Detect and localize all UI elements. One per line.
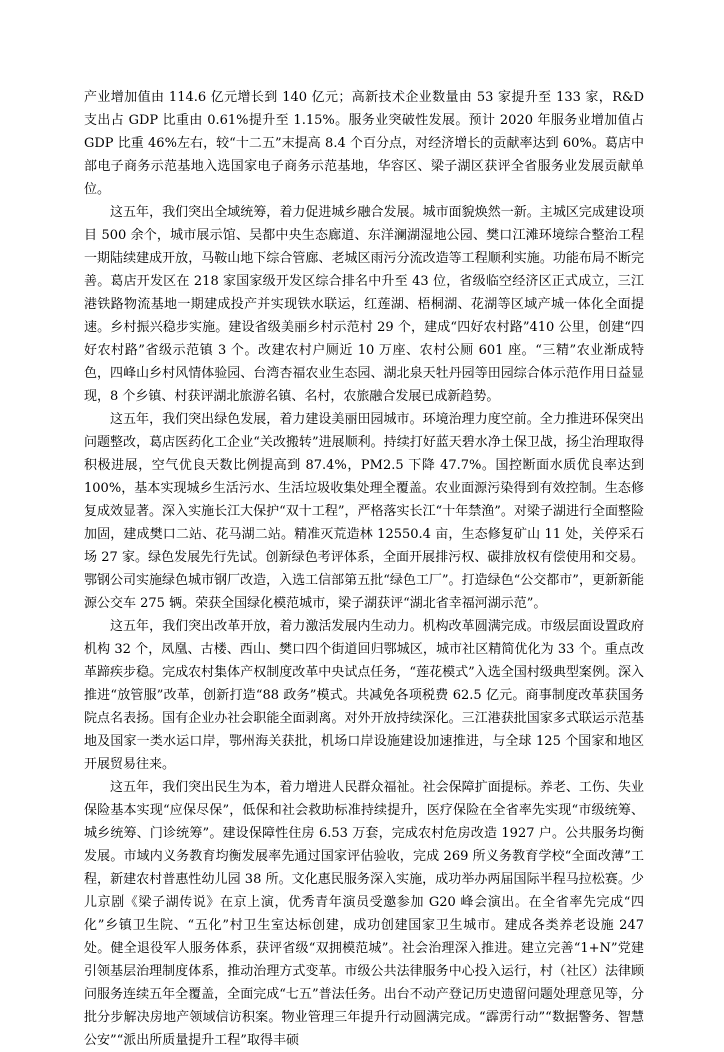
paragraph-urban-rural: 这五年，我们突出全域统筹，着力促进城乡融合发展。城市面貌焕然一新。主城区完成建设项目 500 余个，城市展示馆、吴都中央生态廊道、东洋澜湖湿地公园、樊口江滩环境综合整治工程一期陆续建成开放，马鞍山地下综合管廊、老城区雨污分流改造等工程顺利实施。功能布局不断完善。葛店开发区在 218 家国家级开发区综合排名中升至 43 位，省级临空经济区正式成立，三江港铁路物流基地一期建成投产并实现铁水联运，红莲湖、梧桐湖、花湖等区域产城一体化全面提速。乡村振兴稳步实施。建设省级美丽乡村示范村 29 个，建成“四好农村路”410 公里，创建“四好农村路”省级示范镇 3 个。改建农村户厕近 10 万座、农村公厕 601 座。“三精”农业渐成特色，四峰山乡村风情体验园、台湾杏福农业生态园、湖北泉天牡丹园等田园综合体示范作用日益显现，8 个乡镇、村获评湖北旅游名镇、名村，农旅融合发展已成新趋势。 bbox=[84, 205, 644, 404]
paragraph-green-development: 这五年，我们突出绿色发展，着力建设美丽田园城市。环境治理力度空前。全力推进环保突出问题整改，葛店医药化工企业“关改搬转”进展顺利。持续打好蓝天碧水净土保卫战，扬尘治理取得积极进展，空气优良天数比例提高到 87.4%，PM2.5 下降 47.7%。国控断面水质优良率达到 100%，基本实现城乡生活污水、生活垃圾收集处理全覆盖。农业面源污染得到有效控制。生态修复成效显著。深入实施长江大保护“双十工程”，严格落实长江“十年禁渔”。对梁子湖进行全面整险加固，建成樊口二站、花马湖二站。精准灭荒造林 12550.4 亩，生态修复矿山 11 处，关停采石场 27 家。绿色发展先行先试。创新绿色考评体系，全面开展排污权、碳排放权有偿使用和交易。鄂钢公司实施绿色城市钢厂改造，入选工信部第五批“绿色工厂”。打造绿色“公交都市”，更新新能源公交车 275 辆。荣获全国绿化模范城市，梁子湖获评“湖北省幸福河湖示范”。 bbox=[84, 412, 644, 611]
paragraph-livelihood: 这五年，我们突出民生为本，着力增进人民群众福祉。社会保障扩面提标。养老、工伤、失业保险基本实现“应保尽保”，低保和社会救助标准持续提升，医疗保险在全省率先实现“市级统筹、城乡统筹、门诊统筹”。建设保障性住房 6.53 万套，完成农村危房改造 1927 户。公共服务均衡发展。市域内义务教育均衡发展率先通过国家评估验收，完成 269 所义务教育学校“全面改薄”工程，新建农村普惠性幼儿园 38 所。文化惠民服务深入实施，成功举办两届国际半程马拉松赛。少儿京剧《梁子湖传说》在京上演，优秀青年演员受邀参加 G20 峰会演出。在全省率先完成“四化”乡镇卫生院、“五化”村卫生室达标创建，成功创建国家卫生城市。建成各类养老设施 247 处。健全退役军人服务体系，获评省级“双拥模范城”。社会治理深入推进。建立完善“1+N”党建引领基层治理制度体系，推动治理方式变革。市级公共法律服务中心投入运行，村（社区）法律顾问服务连续五年全覆盖，全面完成“七五”普法任务。出台不动产登记历史遗留问题处理意见等，分批分步解决房地产领域信访积案。物业管理三年提升行动圆满完成。“霹雳行动”“数据警务、智慧公安”“派出所质量提升工程”取得丰硕 bbox=[84, 780, 644, 1048]
paragraph-reform-opening: 这五年，我们突出改革开放，着力激活发展内生动力。机构改革圆满完成。市级层面设置政府机构 32 个，凤凰、古楼、西山、樊口四个街道回归鄂城区，城市社区精简优化为 33 个。重点改革蹄疾步稳。完成农村集体产权制度改革中央试点任务，“莲花模式”入选全国村级典型案例。深入推进“放管服”改革，创新打造“88 政务”模式。共减免各项税费 62.5 亿元。商事制度改革获国务院点名表扬。国有企业办社会职能全面剥离。对外开放持续深化。三江港获批国家多式联运示范基地及国家一类水运口岸，鄂州海关获批，机场口岸设施建设加速推进，与全球 125 个国家和地区开展贸易往来。 bbox=[84, 619, 644, 772]
paragraph-industry-continuation: 产业增加值由 114.6 亿元增长到 140 亿元；高新技术企业数量由 53 家提升至 133 家，R&D 支出占 GDP 比重由 0.61%提升至 1.15%。服务业突破性发展。预计 2020 年服务业增加值占 GDP 比重 46%左右，较“十二五”末提高 8.4 个百分点，对经济增长的贡献率达到 60%。葛店中部电子商务示范基地入选国家电子商务示范基地，华容区、梁子湖区获评全省服务业发展贡献单位。 bbox=[84, 90, 644, 197]
document-body bbox=[84, 86, 644, 1052]
